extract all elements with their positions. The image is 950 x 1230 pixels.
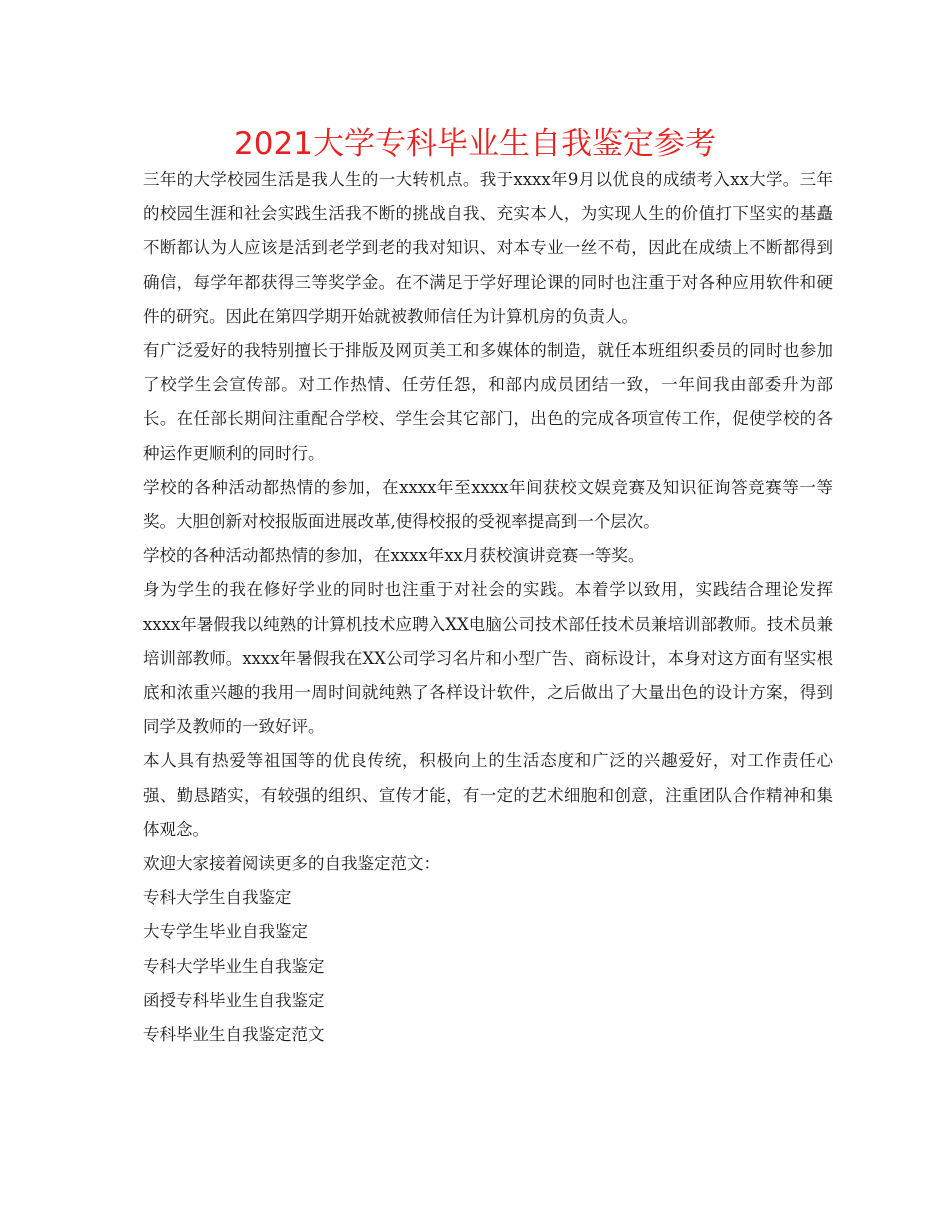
paragraph-hobbies: 有广泛爱好的我特别擅长于排版及网页美工和多媒体的制造，就任本班组织委员的同时也参加了校学生会宣传部。对工作热情、任劳任怨，和部内成员团结一致，一年间我由部委升为部长。在任部长期间注重配合学校、学生会其它部门，出色的完成各项宣传工作，促使学校的各种运作更顺利的同时行。 [143, 341, 833, 463]
paragraph-intro: 三年的大学校园生活是我人生的一大转机点。我于xxxx年9月以优良的成绩考入xx大学。三年的校园生涯和社会实践生活我不断的挑战自我、充实本人，为实现人生的价值打下坚实的基矗不断都认为人应该是活到老学到老的我对知识、对本专业一丝不苟，因此在成绩上不断都得到确信，每学年都获得三等奖学金。在不满足于学好理论课的同时也注重于对各种应用软件和硬件的研究。因此在第四学期开始就被教师信任为计算机房的负责人。 [143, 170, 833, 326]
related-link[interactable]: 专科大学生自我鉴定 [143, 888, 292, 908]
related-link[interactable]: 专科大学毕业生自我鉴定 [143, 956, 325, 976]
paragraph-character: 本人具有热爱等祖国等的优良传统，积极向上的生活态度和广泛的兴趣爱好，对工作责任心强、勤恳踏实，有较强的组织、宣传才能，有一定的艺术细胞和创意，注重团队合作精神和集体观念。 [143, 751, 833, 839]
paragraph-read-more: 欢迎大家接着阅读更多的自我鉴定范文： [143, 854, 440, 874]
document-body [143, 163, 833, 1052]
related-link[interactable]: 大专学生毕业自我鉴定 [143, 922, 308, 942]
paragraph-speech-award: 学校的各种活动都热情的参加，在xxxx年xx月获校演讲竞赛一等奖。 [143, 546, 645, 566]
paragraph-practice: 身为学生的我在修好学业的同时也注重于对社会的实践。本着学以致用，实践结合理论发挥xxxx年暑假我以纯熟的计算机技术应聘入XX电脑公司技术部任技术员兼培训部教师。技术员兼培训部教师。xxxx年暑假我在XX公司学习名片和小型广告、商标设计，本身对这方面有坚实根底和浓重兴趣的我用一周时间就纯熟了各样设计软件，之后做出了大量出色的设计方案，得到同学及教师的一致好评。 [143, 580, 833, 737]
paragraph-activities: 学校的各种活动都热情的参加，在xxxx年至xxxx年间获校文娱竞赛及知识征询答竞赛等一等奖。大胆创新对校报版面进展改革,使得校报的受视率提高到一个层次。 [143, 477, 833, 532]
related-link[interactable]: 专科毕业生自我鉴定范文 [143, 1025, 325, 1045]
document-title: 2021大学专科毕业生自我鉴定参考 [234, 126, 716, 162]
related-link[interactable]: 函授专科毕业生自我鉴定 [143, 990, 325, 1010]
